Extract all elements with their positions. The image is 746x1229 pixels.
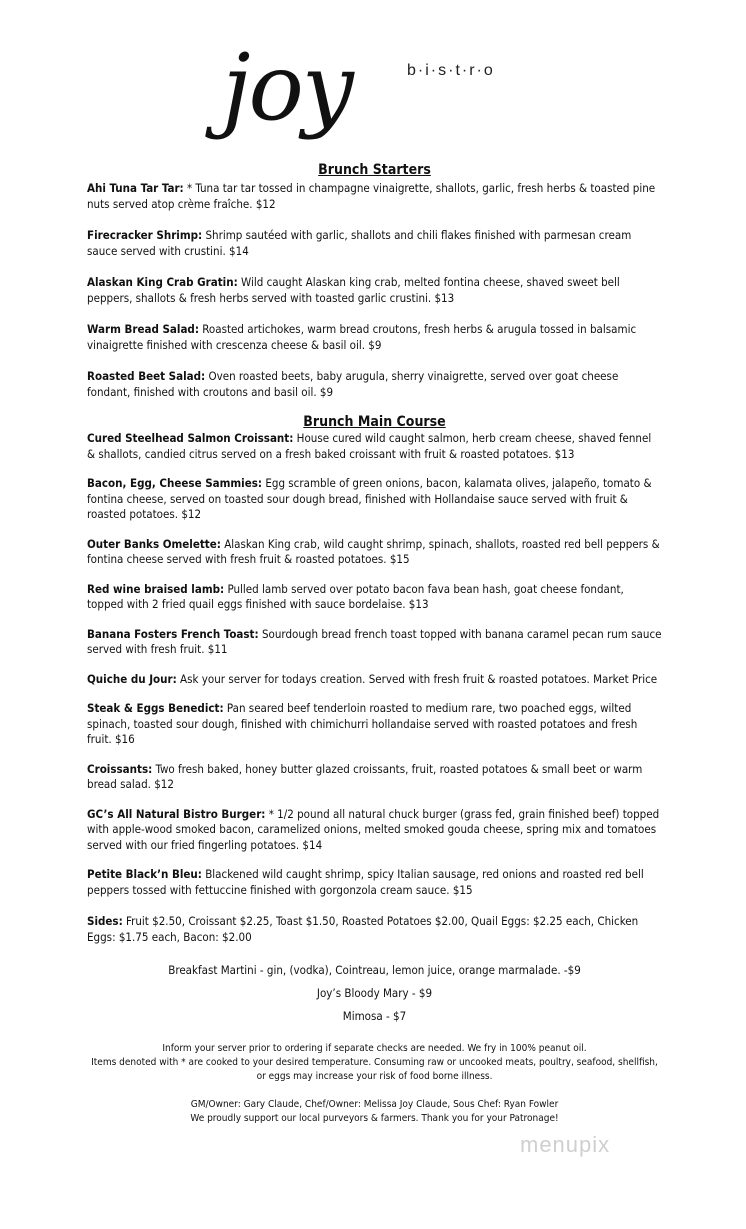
bistro-logo — [222, 34, 562, 150]
item-name: Roasted Beet Salad: — [87, 369, 206, 383]
item-desc: Wild caught Alaskan king crab, melted fontina cheese, shaved sweet bell peppers, shallots & fresh herbs served with toasted garlic crustini. $13 — [87, 275, 620, 305]
item-desc: Roasted artichokes, warm bread croutons, fresh herbs & arugula tossed in balsamic vinaigrette finished with crescenza cheese & basil oil. $9 — [87, 322, 637, 352]
drink-breakfast-martini: Breakfast Martini - gin, (vodka), Cointreau, lemon juice, orange marmalade. -$9 — [168, 963, 581, 977]
menu-item-ahi-tuna — [87, 181, 662, 212]
item-name: Sides: — [87, 914, 123, 928]
item-name: Petite Black’n Bleu: — [87, 867, 202, 881]
item-desc: * 1/2 pound all natural chuck burger (grass fed, grain finished beef) topped with apple-wood smoked bacon, caramelized onions, melted smoked gouda cheese, spring mix and tomatoes served with our fried fingerling potatoes. $14 — [87, 806, 660, 852]
menu-item-quiche — [87, 672, 662, 688]
footer-staff: GM/Owner: Gary Claude, Chef/Owner: Melissa Joy Claude, Sous Chef: Ryan Fowler — [190, 1099, 559, 1110]
menu-content — [87, 160, 662, 1126]
item-desc: Shrimp sautéed with garlic, shallots and chili flakes finished with parmesan cream sauce served with crustini. $14 — [87, 228, 632, 258]
item-name: Bacon, Egg, Cheese Sammies: — [87, 476, 263, 490]
item-name: GC’s All Natural Bistro Burger: — [87, 806, 266, 821]
item-name: Ahi Tuna Tar Tar: — [87, 181, 184, 195]
item-desc: Blackened wild caught shrimp, spicy Italian sausage, red onions and roasted red bell peppers tossed with fettuccine finished with gorgonzola cream sauce. $15 — [87, 867, 644, 897]
logo-wordmark: joy — [222, 34, 352, 141]
item-name: Firecracker Shrimp: — [87, 228, 203, 242]
drinks-list — [87, 963, 662, 1024]
menu-item-bistro-burger — [87, 807, 662, 854]
menupix-watermark: menupix — [520, 1132, 611, 1157]
section-title-starters: Brunch Starters — [318, 162, 431, 178]
item-desc: Oven roasted beets, baby arugula, sherry vinaigrette, served over goat cheese fondant, finished with croutons and basil oil. $9 — [87, 369, 619, 399]
menu-item-steak-eggs — [87, 701, 662, 748]
menu-footer — [87, 1042, 662, 1126]
item-desc: Fruit $2.50, Croissant $2.25, Toast $1.50, Roasted Potatoes $2.00, Quail Eggs: $2.25 each, Chicken Eggs: $1.75 each, Bacon: $2.00 — [87, 914, 639, 944]
footer-thanks: We proudly support our local purveyors & farmers. Thank you for your Patronage! — [190, 1113, 559, 1124]
footer-health-warning: Items denoted with * are cooked to your desired temperature. Consuming raw or uncooked meats, poultry, seafood, shellfish, or eggs may increase your risk of food borne illness. — [91, 1057, 658, 1082]
item-name: Steak & Eggs Benedict: — [87, 701, 224, 715]
item-desc: House cured wild caught salmon, herb cream cheese, shaved fennel & shallots, candied citrus served on a fresh baked croissant with fruit & roasted potatoes. $13 — [87, 431, 652, 461]
item-desc: Sourdough bread french toast topped with banana caramel pecan rum sauce served with fresh fruit. $11 — [87, 626, 662, 656]
starters-list — [87, 181, 662, 400]
item-name: Banana Fosters French Toast: — [87, 626, 259, 641]
menu-item-braised-lamb — [87, 582, 662, 613]
item-desc: Alaskan King crab, wild caught shrimp, spinach, shallots, roasted red bell peppers & fontina cheese served with fresh fruit & roasted potatoes. $15 — [87, 536, 660, 566]
item-name: Outer Banks Omelette: — [87, 536, 221, 551]
item-desc: Pan seared beef tenderloin roasted to medium rare, two poached eggs, wilted spinach, toasted sour dough, finished with chimichurri hollandaise served with roasted potatoes and fresh fruit. $16 — [87, 701, 638, 746]
item-desc: Ask your server for todays creation. Served with fresh fruit & roasted potatoes. Market Price — [176, 671, 658, 686]
menu-item-warm-bread-salad — [87, 322, 662, 353]
main-course-list — [87, 431, 662, 898]
item-name: Warm Bread Salad: — [87, 322, 199, 336]
drink-mimosa: Mimosa - $7 — [342, 1009, 407, 1023]
menu-item-black-n-bleu — [87, 867, 662, 898]
menu-item-outer-banks-omelette — [87, 537, 662, 568]
sides-list — [87, 914, 662, 945]
menu-item-bacon-egg-cheese — [87, 476, 662, 523]
menu-item-roasted-beet-salad — [87, 369, 662, 400]
item-name: Quiche du Jour: — [87, 671, 177, 686]
menu-item-french-toast — [87, 627, 662, 658]
item-desc: Egg scramble of green onions, bacon, kalamata olives, jalapeño, tomato & fontina cheese, served on toasted sour dough bread, finished with Hollandaise sauce served with fruit & roasted potatoes. $12 — [87, 476, 652, 521]
menu-item-crab-gratin — [87, 275, 662, 306]
footer-checks-note: Inform your server prior to ordering if separate checks are needed. We fry in 100% peanut oil. — [162, 1043, 587, 1054]
item-desc: Pulled lamb served over potato bacon fava bean hash, goat cheese fondant, topped with 2 fried quail eggs finished with sauce bordelaise. $13 — [87, 581, 624, 611]
item-name: Cured Steelhead Salmon Croissant: — [87, 431, 294, 445]
item-name: Croissants: — [87, 761, 153, 776]
menu-item-salmon-croissant — [87, 431, 662, 462]
item-desc: Two fresh baked, honey butter glazed croissants, fruit, roasted potatoes & small beet or warm bread salad. $12 — [87, 761, 643, 791]
logo-subtitle: b·i·s·t·r·o — [407, 62, 495, 79]
menu-item-firecracker-shrimp — [87, 228, 662, 259]
drink-bloody-mary: Joy’s Bloody Mary - $9 — [316, 986, 433, 1000]
menu-item-croissants — [87, 762, 662, 793]
item-name: Red wine braised lamb: — [87, 581, 225, 596]
item-name: Alaskan King Crab Gratin: — [87, 275, 238, 289]
section-title-main-course: Brunch Main Course — [303, 414, 446, 430]
item-desc: * Tuna tar tar tossed in champagne vinaigrette, shallots, garlic, fresh herbs & toasted pine nuts served atop crème fraîche. $12 — [87, 181, 656, 211]
